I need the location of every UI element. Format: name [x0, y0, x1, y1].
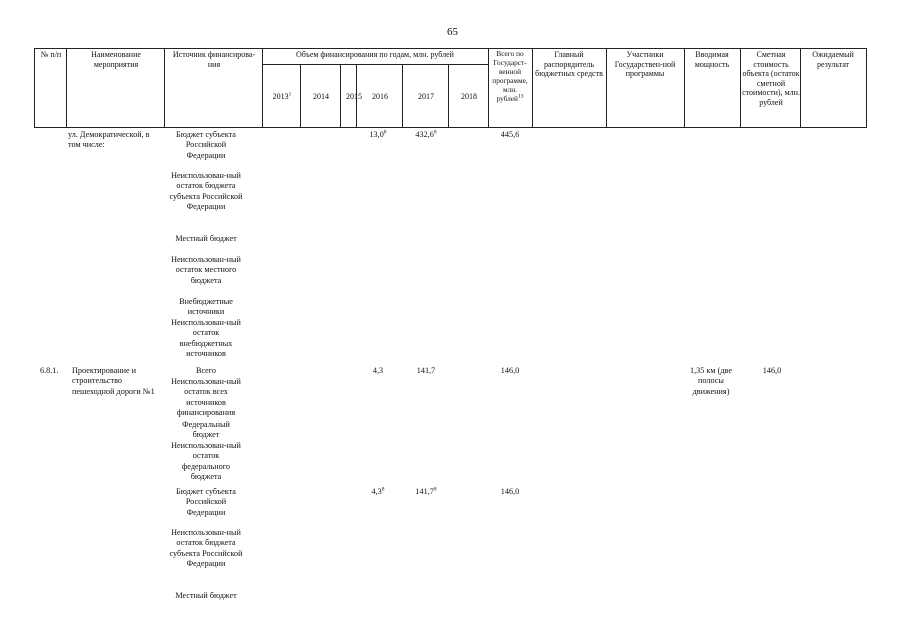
row-b-regional-2016: $4,3^8$	[371, 486, 385, 496]
row-b-source-local: Местный бюджет	[175, 591, 237, 600]
row-b-source-regional-remainder: Неиспользован-ный остаток бюджета субъекта Российской Федерации	[169, 528, 243, 569]
row-b-total-2016: 4,3	[372, 366, 384, 375]
row-b-estimate: 146,0	[762, 366, 782, 375]
row-b-regional-sum: 146,0	[500, 487, 520, 496]
header-year-2018: 2018	[461, 92, 477, 101]
row-b-source-regional: Бюджет субъекта Российской Федерации	[176, 487, 236, 517]
row-b-total-2017: 141,7	[416, 366, 436, 375]
header-name: Наименование мероприятия	[91, 50, 141, 69]
header-total: Всего по Государст-венной программе, млн. рублей$^{13}$	[492, 49, 528, 103]
header-funding-group: Объем финансирования по годам, млн. рублей	[296, 50, 454, 59]
header-source: Источник финансирова-ния	[172, 50, 256, 69]
row-b-capacity: 1,35 км (две полосы движения)	[690, 366, 732, 396]
header-year-2014: 2014	[313, 92, 329, 101]
header-capacity: Вводимая мощность	[694, 50, 730, 69]
row-b-source-federal: Федеральный бюджет	[182, 420, 230, 440]
row-a-source-regional: Бюджет субъекта Российской Федерации	[176, 130, 236, 160]
row-b-source-federal-remainder: Неиспользован-ный остаток федерального бюджета	[171, 441, 241, 482]
row-a-name: ул. Демократической, в том числе:	[68, 130, 150, 150]
header-result: Ожидаемый результат	[812, 50, 854, 69]
row-b-source-total-remainder: Неиспользован-ный остаток всех источников финансирования	[171, 377, 241, 418]
header-year-2015: 2015	[346, 92, 362, 101]
row-b-total-sum: 146,0	[500, 366, 520, 375]
row-a-source-local: Местный бюджет	[175, 234, 237, 243]
row-b-source-total: Всего	[195, 366, 217, 375]
table-header	[34, 48, 867, 128]
header-year-2016: 2016	[372, 92, 388, 101]
row-b-name: Проектирование и строительство пешеходной дороги №1	[72, 366, 155, 396]
row-a-source-extrabudget-remainder: Неиспользован-ный остаток внебюджетных источников	[171, 318, 241, 359]
row-a-2016: 13,0$^8$	[369, 129, 387, 139]
row-a-source-regional-remainder: Неиспользован-ный остаток бюджета субъекта Российской Федерации	[169, 171, 243, 212]
header-year-2017: 2017	[418, 92, 434, 101]
header-year-2013: 2013$^1$	[272, 91, 292, 101]
page-number: 65	[447, 26, 458, 38]
header-estimate: Сметная стоимость объекта (остаток сметной стоимости), млн. рублей	[742, 50, 800, 107]
header-participants: Участники Государствен-ной программы	[614, 50, 676, 79]
row-b-regional-2017: 141,7$^8$	[415, 486, 437, 496]
row-a-source-extrabudget: Внебюджетные источники	[179, 297, 233, 317]
row-a-2017: 432,6$^8$	[415, 129, 437, 139]
row-a-source-local-remainder: Неиспользован-ный остаток местного бюджета	[171, 255, 241, 285]
header-distributor: Главный распорядитель бюджетных средств	[535, 50, 603, 79]
header-no: № п/п	[40, 50, 62, 59]
row-b-number: 6.8.1.	[40, 366, 59, 375]
row-a-total: 445,6	[500, 130, 520, 139]
